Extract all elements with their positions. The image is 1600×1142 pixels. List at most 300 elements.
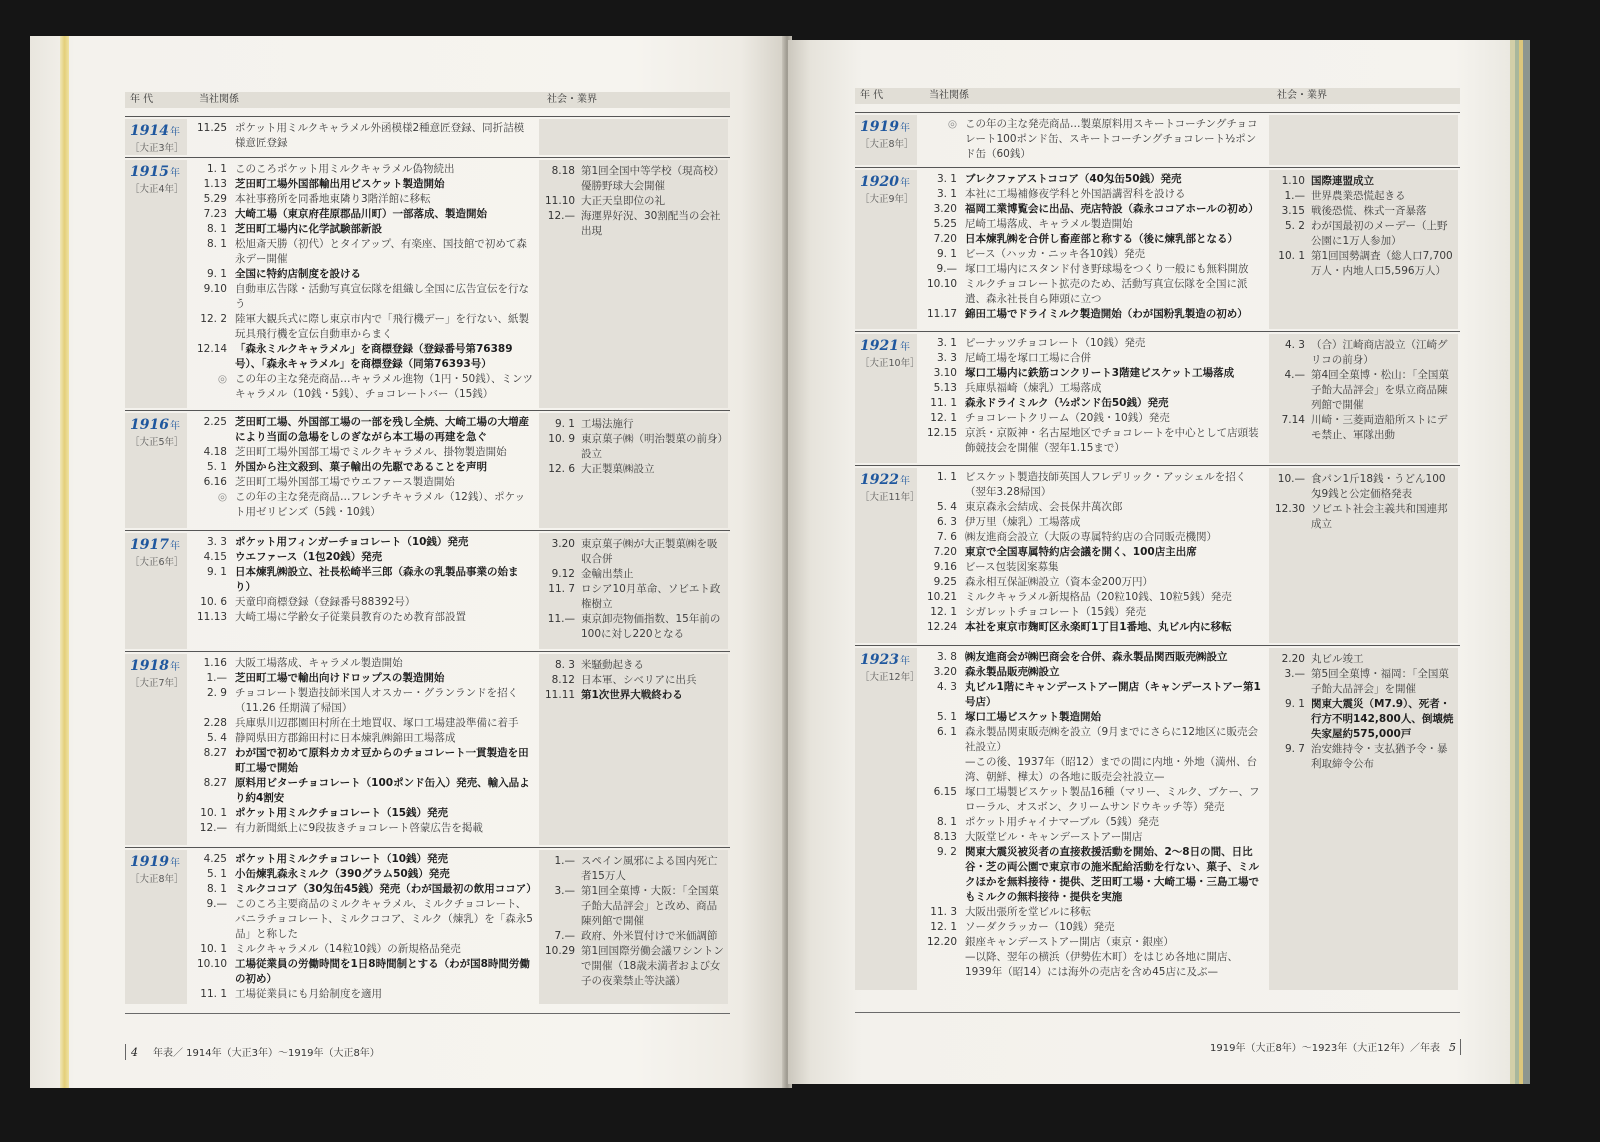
- event-text: 工場法施行: [581, 418, 634, 430]
- event-text: ソーダクラッカー（10銭）発売: [965, 921, 1115, 933]
- company-event: [197, 656, 533, 671]
- event-date: 3.—: [554, 885, 575, 897]
- event-text: 本社事務所を同番地東隣り3階洋館に移転: [235, 193, 431, 205]
- company-event: [927, 117, 1263, 162]
- event-text: 東京で全国専属特約店会議を開く、100店主出席: [965, 546, 1197, 558]
- event-text: スペイン風邪による国内死亡者15万人: [581, 855, 718, 882]
- year-label: [130, 416, 187, 436]
- company-event: [927, 590, 1263, 605]
- society-events-cell: [1269, 334, 1458, 463]
- society-event: [545, 462, 724, 477]
- event-text: 錦田工場でドライミルク製造開始（わが国粉乳製造の初め）: [965, 308, 1248, 320]
- event-text: ソビエト社会主義共和国連邦成立: [1311, 503, 1448, 530]
- event-text: 東京卸売物価指数、15年前の100に対し220となる: [581, 613, 721, 640]
- event-date: 11. 1: [200, 988, 227, 1000]
- year-section-1923: [855, 645, 1460, 992]
- event-text: わが国で初めて原料カカオ豆からのチョコレート一貫製造を田町工場で開始: [235, 747, 529, 774]
- company-event: [197, 312, 533, 342]
- society-event: [1275, 502, 1454, 532]
- society-event: [545, 929, 724, 944]
- event-text: 第1次世界大戦終わる: [581, 689, 683, 701]
- left-page-edge-strip: [60, 36, 69, 1088]
- year-label: [130, 163, 187, 183]
- event-text: 東京森永会結成、会長保井萬次郎: [965, 501, 1123, 513]
- event-text: 天童印商標登録（登録番号88392号）: [235, 596, 416, 608]
- year-suffix: 年: [169, 662, 180, 673]
- company-event: [927, 366, 1263, 381]
- society-event: [545, 884, 724, 929]
- year-section-1915: [125, 157, 730, 410]
- society-events-cell: [539, 654, 728, 845]
- company-event: [197, 716, 533, 731]
- company-event: [197, 882, 537, 897]
- company-events-cell: [919, 466, 1269, 645]
- event-date: 9. 1: [1284, 698, 1305, 710]
- company-events-cell: [189, 652, 539, 847]
- event-date: 5. 4: [206, 732, 227, 744]
- year-cell: [855, 334, 920, 463]
- year-cell: [125, 850, 187, 1004]
- year-suffix: 年: [899, 342, 910, 353]
- society-event: [1275, 472, 1454, 502]
- era-label: ［大正6年］: [130, 557, 184, 568]
- era-label: ［大正10年］: [860, 358, 920, 369]
- event-date: 6.15: [933, 786, 957, 798]
- event-text: ピーナッツチョコレート（10銭）発売: [965, 337, 1146, 349]
- event-text: ミルクココア（30匁缶45銭）発売（わが国最初の飲用ココア）: [235, 883, 537, 895]
- society-events-cell: [539, 119, 728, 155]
- company-event: [197, 237, 533, 267]
- event-date: 6. 1: [936, 726, 957, 738]
- society-event: [545, 209, 724, 239]
- event-text: ポケット用ミルクチョコレート（10銭）発売: [235, 853, 449, 865]
- company-event: [927, 785, 1263, 815]
- event-text: 塚口工場内に鉄筋コンクリート3階建ビスケット工場落成: [965, 367, 1235, 379]
- event-date: 8. 1: [206, 223, 227, 235]
- event-date: 8.12: [551, 674, 575, 686]
- society-event: [545, 432, 724, 462]
- event-date: 11.11: [545, 689, 576, 701]
- event-text: 小缶煉乳森永ミルク（390グラム50銭）発売: [235, 868, 450, 880]
- era-label: ［大正9年］: [860, 194, 914, 205]
- footer-rule: [855, 1012, 1460, 1013]
- event-date: 1.16: [203, 657, 227, 669]
- event-date: 9.—: [206, 898, 227, 910]
- event-date: 3.15: [1281, 205, 1305, 217]
- running-title: 1919年（大正8年）〜1923年（大正12年）／年表: [1210, 1043, 1440, 1054]
- event-text: 関東大震災被災者の直接救援活動を開始、2〜8日の間、日比谷・芝の両公園で東京市の施米配給活動を行ない、菓子、ミルクほかを無料接待・提供、芝田町工場・大崎工場・三島工場でもミルクの無料接待・提供を実施: [965, 846, 1259, 903]
- event-text: 戦後恐慌、株式一斉暴落: [1311, 205, 1427, 217]
- event-text: 静岡県田方郡錦田村に日本煉乳㈱錦田工場落成: [235, 732, 456, 744]
- year-label: [860, 337, 917, 357]
- year-suffix: 年: [169, 421, 180, 432]
- event-date: 1.10: [1281, 175, 1305, 187]
- company-events-cell: [189, 158, 539, 410]
- event-date: 9. 7: [1284, 743, 1305, 755]
- year-number: 1919: [860, 119, 899, 135]
- company-event: [927, 232, 1263, 247]
- event-date: 2.28: [203, 717, 227, 729]
- header-company-label: 当社関係: [199, 94, 239, 105]
- company-event: [927, 262, 1263, 277]
- company-events-cell: [189, 117, 539, 157]
- company-event: [197, 957, 533, 987]
- event-text: この年の主な発売商品…フレンチキャラメル（12銭）、ポケット用ゼリビンズ（5銭・10銭）: [235, 491, 526, 518]
- event-date: 3. 1: [936, 173, 957, 185]
- event-date: 11. 3: [930, 906, 957, 918]
- event-date: 8.18: [551, 165, 575, 177]
- company-event: [197, 821, 533, 836]
- event-text: 国際連盟成立: [1311, 175, 1374, 187]
- company-event: [927, 620, 1263, 635]
- society-event: [545, 612, 724, 642]
- event-text: 森永相互保証㈱設立（資本金200万円）: [965, 576, 1154, 588]
- company-event: [197, 475, 533, 490]
- company-event: [927, 755, 1263, 785]
- company-events-cell: [189, 848, 539, 1006]
- event-date: 11.25: [197, 122, 228, 134]
- event-text: 塚口工場製ビスケット製品16種（マリー、ミルク、ブケー、フローラル、オスボン、クリームサンドウキッチ等）発売: [965, 786, 1260, 813]
- event-text: 大阪工場落成、キャラメル製造開始: [235, 657, 403, 669]
- header-year-label: 年 代: [860, 90, 884, 101]
- society-event: [545, 582, 724, 612]
- event-date: 10. 1: [200, 807, 227, 819]
- event-date: 10. 1: [1278, 250, 1305, 262]
- company-event: [197, 121, 533, 151]
- event-text: 第1回全菓博・大阪：「全国菓子飴大品評会」と改め、商品陳列館で開催: [581, 885, 719, 927]
- company-event: [927, 470, 1263, 500]
- event-text: ビース（ハッカ・ニッキ各10銭）発売: [965, 248, 1145, 260]
- event-text: 外国から注文殺到、菓子輸出の先駆であることを声明: [235, 461, 487, 473]
- era-label: ［大正11年］: [860, 492, 920, 503]
- company-event: [927, 500, 1263, 515]
- event-date: 7.20: [933, 233, 957, 245]
- society-event: [1275, 652, 1454, 667]
- company-event: [197, 372, 533, 402]
- event-date: 12.30: [1275, 503, 1306, 515]
- event-date: 5. 1: [206, 868, 227, 880]
- company-events-cell: [189, 411, 539, 530]
- society-event: [1275, 742, 1454, 772]
- event-date: 7. 6: [936, 531, 957, 543]
- event-text: —以降、翌年の横浜（伊勢佐木町）をはじめ各地に開店、1939年（昭14）には海外の売店を含め45店に及ぶ—: [965, 951, 1238, 978]
- event-text: 福岡工業博覧会に出品、売店特設（森永ココアホールの初め）: [965, 203, 1259, 215]
- event-text: 工場従業員の労働時間を1日8時間制とする（わが国8時間労働の初め）: [235, 958, 530, 985]
- era-label: ［大正5年］: [130, 437, 184, 448]
- company-event: [927, 815, 1263, 830]
- company-event: [927, 277, 1263, 307]
- company-event: [197, 610, 533, 625]
- event-text: 大崎工場（東京府荏原郡品川町）一部落成、製造開始: [235, 208, 487, 220]
- society-event: [545, 417, 724, 432]
- society-events-cell: [539, 533, 728, 649]
- event-date: 3. 1: [936, 337, 957, 349]
- event-text: ブレクファアストココア（40匁缶50銭）発売: [965, 173, 1182, 185]
- event-date: 3.20: [933, 666, 957, 678]
- event-date: 12.15: [927, 427, 958, 439]
- year-section-1914: [125, 116, 730, 157]
- event-text: 政府、外米買付けで米価調節: [581, 930, 718, 942]
- company-event: [927, 950, 1263, 980]
- society-event: [545, 854, 724, 884]
- footer-tick: [125, 1044, 126, 1060]
- year-number: 1916: [130, 417, 169, 433]
- event-text: 治安維持令・支払猶予令・暴利取締令公布: [1311, 743, 1448, 770]
- event-date: 9. 1: [206, 566, 227, 578]
- event-text: 第1回全国中等学校（現高校）優勝野球大会開催: [581, 165, 719, 192]
- company-event: [197, 565, 533, 595]
- year-section-1921: [855, 331, 1460, 465]
- company-event: [197, 806, 533, 821]
- company-event: [197, 222, 533, 237]
- event-text: 東京菓子㈱が大正製菓㈱を吸収合併: [581, 538, 718, 565]
- company-event: [927, 396, 1263, 411]
- event-date: 10.29: [545, 945, 576, 957]
- event-date: 10. 9: [548, 433, 575, 445]
- company-event: [197, 867, 533, 882]
- event-date: 1.—: [554, 855, 575, 867]
- event-text: 兵庫県川辺郡園田村所在土地買収、塚口工場建設準備に着手: [235, 717, 519, 729]
- event-text: 大崎工場に学齢女子従業員教育のため教育部設置: [235, 611, 466, 623]
- company-event: [927, 605, 1263, 620]
- page-number: 5: [1449, 1041, 1456, 1054]
- event-text: このころ主要商品のミルクキャラメル、ミルクチョコレート、バニラチョコレート、ミルクココア、ミルク（煉乳）を「森永5品」と称した: [235, 898, 533, 940]
- event-date: 5. 1: [206, 461, 227, 473]
- company-event: [197, 897, 533, 942]
- company-event: [197, 282, 533, 312]
- event-date: 2.20: [1281, 653, 1305, 665]
- year-cell: [125, 654, 187, 845]
- year-label: [130, 536, 187, 556]
- company-event: [197, 671, 533, 686]
- year-label: [130, 122, 187, 142]
- event-text: 世界農業恐慌起きる: [1311, 190, 1406, 202]
- year-number: 1922: [860, 472, 899, 488]
- society-events-cell: [1269, 170, 1458, 329]
- event-text: 第1回国際労働会議ワシントンで開催（18歳未満者および女子の夜業禁止等決議）: [581, 945, 724, 987]
- event-date: 10. 1: [200, 943, 227, 955]
- year-suffix: 年: [899, 123, 910, 134]
- event-date: 5.29: [203, 193, 227, 205]
- society-event: [545, 688, 724, 703]
- company-events-cell: [919, 113, 1269, 167]
- society-event: [1275, 667, 1454, 697]
- event-text: チョコレート製造技師米国人オスカー・グランランドを招く（11.26 任期満了帰国）: [235, 687, 519, 714]
- event-date: 4.25: [203, 853, 227, 865]
- year-cell: [855, 648, 920, 990]
- year-cell: [125, 119, 187, 155]
- company-events-cell: [919, 646, 1269, 992]
- company-event: [197, 177, 533, 192]
- era-label: ［大正4年］: [130, 184, 184, 195]
- company-event: [197, 595, 533, 610]
- year-label: [130, 657, 187, 677]
- era-label: ［大正8年］: [130, 874, 184, 885]
- company-event: [197, 415, 533, 445]
- company-event: [197, 342, 533, 372]
- company-event: [197, 162, 533, 177]
- event-date: 12.—: [547, 210, 575, 222]
- event-text: 森永製品販売㈱設立: [965, 666, 1060, 678]
- event-text: 陸軍大観兵式に際し東京市内で「飛行機デー」を行ない、紙製玩具飛行機を宣伝自動車からまく: [235, 313, 529, 340]
- event-date: [927, 950, 957, 980]
- company-event: [197, 490, 533, 520]
- society-event: [1275, 338, 1454, 368]
- era-label: ［大正7年］: [130, 678, 184, 689]
- event-text: ㈱友進商会設立（大阪の専属特約店の合同販売機関）: [965, 531, 1217, 543]
- year-number: 1919: [130, 854, 169, 870]
- event-text: ビース包装図案募集: [965, 561, 1059, 573]
- year-suffix: 年: [899, 178, 910, 189]
- event-date: 8.27: [203, 777, 227, 789]
- event-text: 大正天皇即位の礼: [581, 195, 665, 207]
- event-date: 1.—: [1284, 190, 1305, 202]
- year-cell: [125, 413, 187, 528]
- year-section-1920: [855, 167, 1460, 331]
- year-cell: [125, 533, 187, 649]
- event-date: 2. 9: [206, 687, 227, 699]
- event-text: 自動車広告隊・活動写真宣伝隊を組織し全国に広告宣伝を行なう: [235, 283, 529, 310]
- event-date: 9.16: [933, 561, 957, 573]
- event-date: 3. 8: [936, 651, 957, 663]
- company-event: [927, 217, 1263, 232]
- company-event: [927, 545, 1263, 560]
- event-date: 1. 1: [206, 163, 227, 175]
- society-events-cell: [539, 850, 728, 1004]
- company-event: [927, 935, 1263, 950]
- society-event: [1275, 413, 1454, 443]
- company-event: [197, 776, 533, 806]
- event-text: ロシア10月革命、ソビエト政権樹立: [581, 583, 721, 610]
- company-event: [927, 650, 1263, 665]
- left-page: [30, 36, 786, 1088]
- event-date: 12. 1: [930, 921, 957, 933]
- header-year-label: 年 代: [130, 94, 154, 105]
- event-text: 全国に特約店制度を設ける: [235, 268, 361, 280]
- company-event: [197, 987, 533, 1002]
- company-event: [927, 381, 1263, 396]
- event-date: ◎: [217, 491, 227, 503]
- event-text: 芝田町工場内に化学試験部新設: [235, 223, 382, 235]
- event-text: わが国最初のメーデー（上野公園に1万人参加）: [1311, 220, 1448, 247]
- year-cell: [855, 468, 920, 643]
- year-label: [860, 471, 917, 491]
- year-section-1919: [855, 112, 1460, 167]
- company-event: [197, 207, 533, 222]
- event-date: 12.—: [199, 822, 227, 834]
- event-text: 大阪出張所を堂ビルに移転: [965, 906, 1091, 918]
- event-text: （合）江崎商店設立（江崎グリコの前身）: [1311, 339, 1448, 366]
- event-date: 10.21: [927, 591, 958, 603]
- event-date: 12. 1: [930, 606, 957, 618]
- year-section-1916: [125, 410, 730, 530]
- event-date: 10. 6: [200, 596, 227, 608]
- society-events-cell: [1269, 648, 1458, 990]
- era-label: ［大正8年］: [860, 139, 914, 150]
- header-company-label: 当社関係: [929, 90, 969, 101]
- year-section-1918: [125, 651, 730, 847]
- event-date: 11.—: [547, 613, 575, 625]
- event-text: 芝田町工場外国部工場でミルクキャラメル、掛物製造開始: [235, 446, 507, 458]
- society-events-cell: [539, 160, 728, 408]
- event-date: 6. 3: [936, 516, 957, 528]
- event-date: 5. 4: [936, 501, 957, 513]
- event-date: 10.10: [197, 958, 228, 970]
- event-text: 丸ビル竣工: [1311, 653, 1364, 665]
- event-text: シガレットチョコレート（15銭）発売: [965, 606, 1146, 618]
- event-text: 川崎・三菱両造船所ストにデモ禁止、軍隊出動: [1311, 414, 1448, 441]
- year-suffix: 年: [169, 168, 180, 179]
- year-number: 1918: [130, 658, 169, 674]
- society-events-cell: [1269, 468, 1458, 643]
- company-event: [927, 202, 1263, 217]
- society-event: [545, 194, 724, 209]
- society-event: [1275, 697, 1454, 742]
- company-event: [197, 942, 533, 957]
- year-cell: [855, 170, 917, 329]
- company-event: [927, 710, 1263, 725]
- company-event: [927, 336, 1263, 351]
- society-event: [1275, 189, 1454, 204]
- event-text: 森永製品関東販売㈱を設立（9月までにさらに12地区に販売会社設立）: [965, 726, 1259, 753]
- event-text: 大正製菓㈱設立: [581, 463, 655, 475]
- event-date: [927, 755, 957, 785]
- company-event: [927, 187, 1263, 202]
- company-event: [197, 686, 533, 716]
- company-event: [927, 247, 1263, 262]
- right-page: [788, 40, 1530, 1084]
- event-text: —この後、1937年（昭12）までの間に内地・外地（満州、台湾、朝鮮、樺太）の各地に販売会社設立—: [965, 756, 1258, 783]
- event-date: 11.13: [197, 611, 228, 623]
- event-text: 芝田町工場で輸出向けドロップスの製造開始: [235, 672, 445, 684]
- event-text: チョコレートクリーム（20銭・10銭）発売: [965, 412, 1170, 424]
- table-body: [125, 116, 730, 1006]
- event-date: 7.20: [933, 546, 957, 558]
- year-number: 1923: [860, 652, 899, 668]
- event-date: 9. 1: [554, 418, 575, 430]
- year-number: 1915: [130, 164, 169, 180]
- event-date: 7.14: [1281, 414, 1305, 426]
- event-date: ◎: [947, 118, 957, 130]
- event-date: 4. 3: [1284, 339, 1305, 351]
- event-text: 海運界好況、30割配当の会社出現: [581, 210, 721, 237]
- company-event: [197, 267, 533, 282]
- year-label: [860, 173, 917, 193]
- event-date: 11. 7: [548, 583, 575, 595]
- event-date: 12. 1: [930, 412, 957, 424]
- event-date: 4.15: [203, 551, 227, 563]
- year-suffix: 年: [169, 127, 180, 138]
- event-text: 工場従業員にも月給制度を適用: [235, 988, 382, 1000]
- event-text: ミルクキャラメル（14粒10銭）の新規格品発売: [235, 943, 461, 955]
- event-text: 「森永ミルクキャラメル」を商標登録（登録番号第76389号）、「森永キャラメル」を商標登録（同第76393号）: [235, 343, 513, 370]
- event-date: 11.10: [545, 195, 576, 207]
- society-event: [1275, 174, 1454, 189]
- year-section-1917: [125, 530, 730, 651]
- company-event: [197, 746, 533, 776]
- footer-tick: [1460, 1039, 1461, 1055]
- event-text: 尼崎工場落成、キャラメル製造開始: [965, 218, 1133, 230]
- company-event: [197, 445, 533, 460]
- event-text: 本社を東京市麹町区永楽町1丁目1番地、丸ビル内に移転: [965, 621, 1232, 633]
- event-text: 兵庫県福崎（煉乳）工場落成: [965, 382, 1102, 394]
- company-events-cell: [919, 168, 1269, 331]
- event-date: 9. 1: [206, 268, 227, 280]
- company-event: [927, 830, 1263, 845]
- event-text: 芝田町工場外国部輸出用ビスケット製造開始: [235, 178, 445, 190]
- company-event: [927, 426, 1263, 456]
- event-date: 8. 1: [206, 238, 227, 250]
